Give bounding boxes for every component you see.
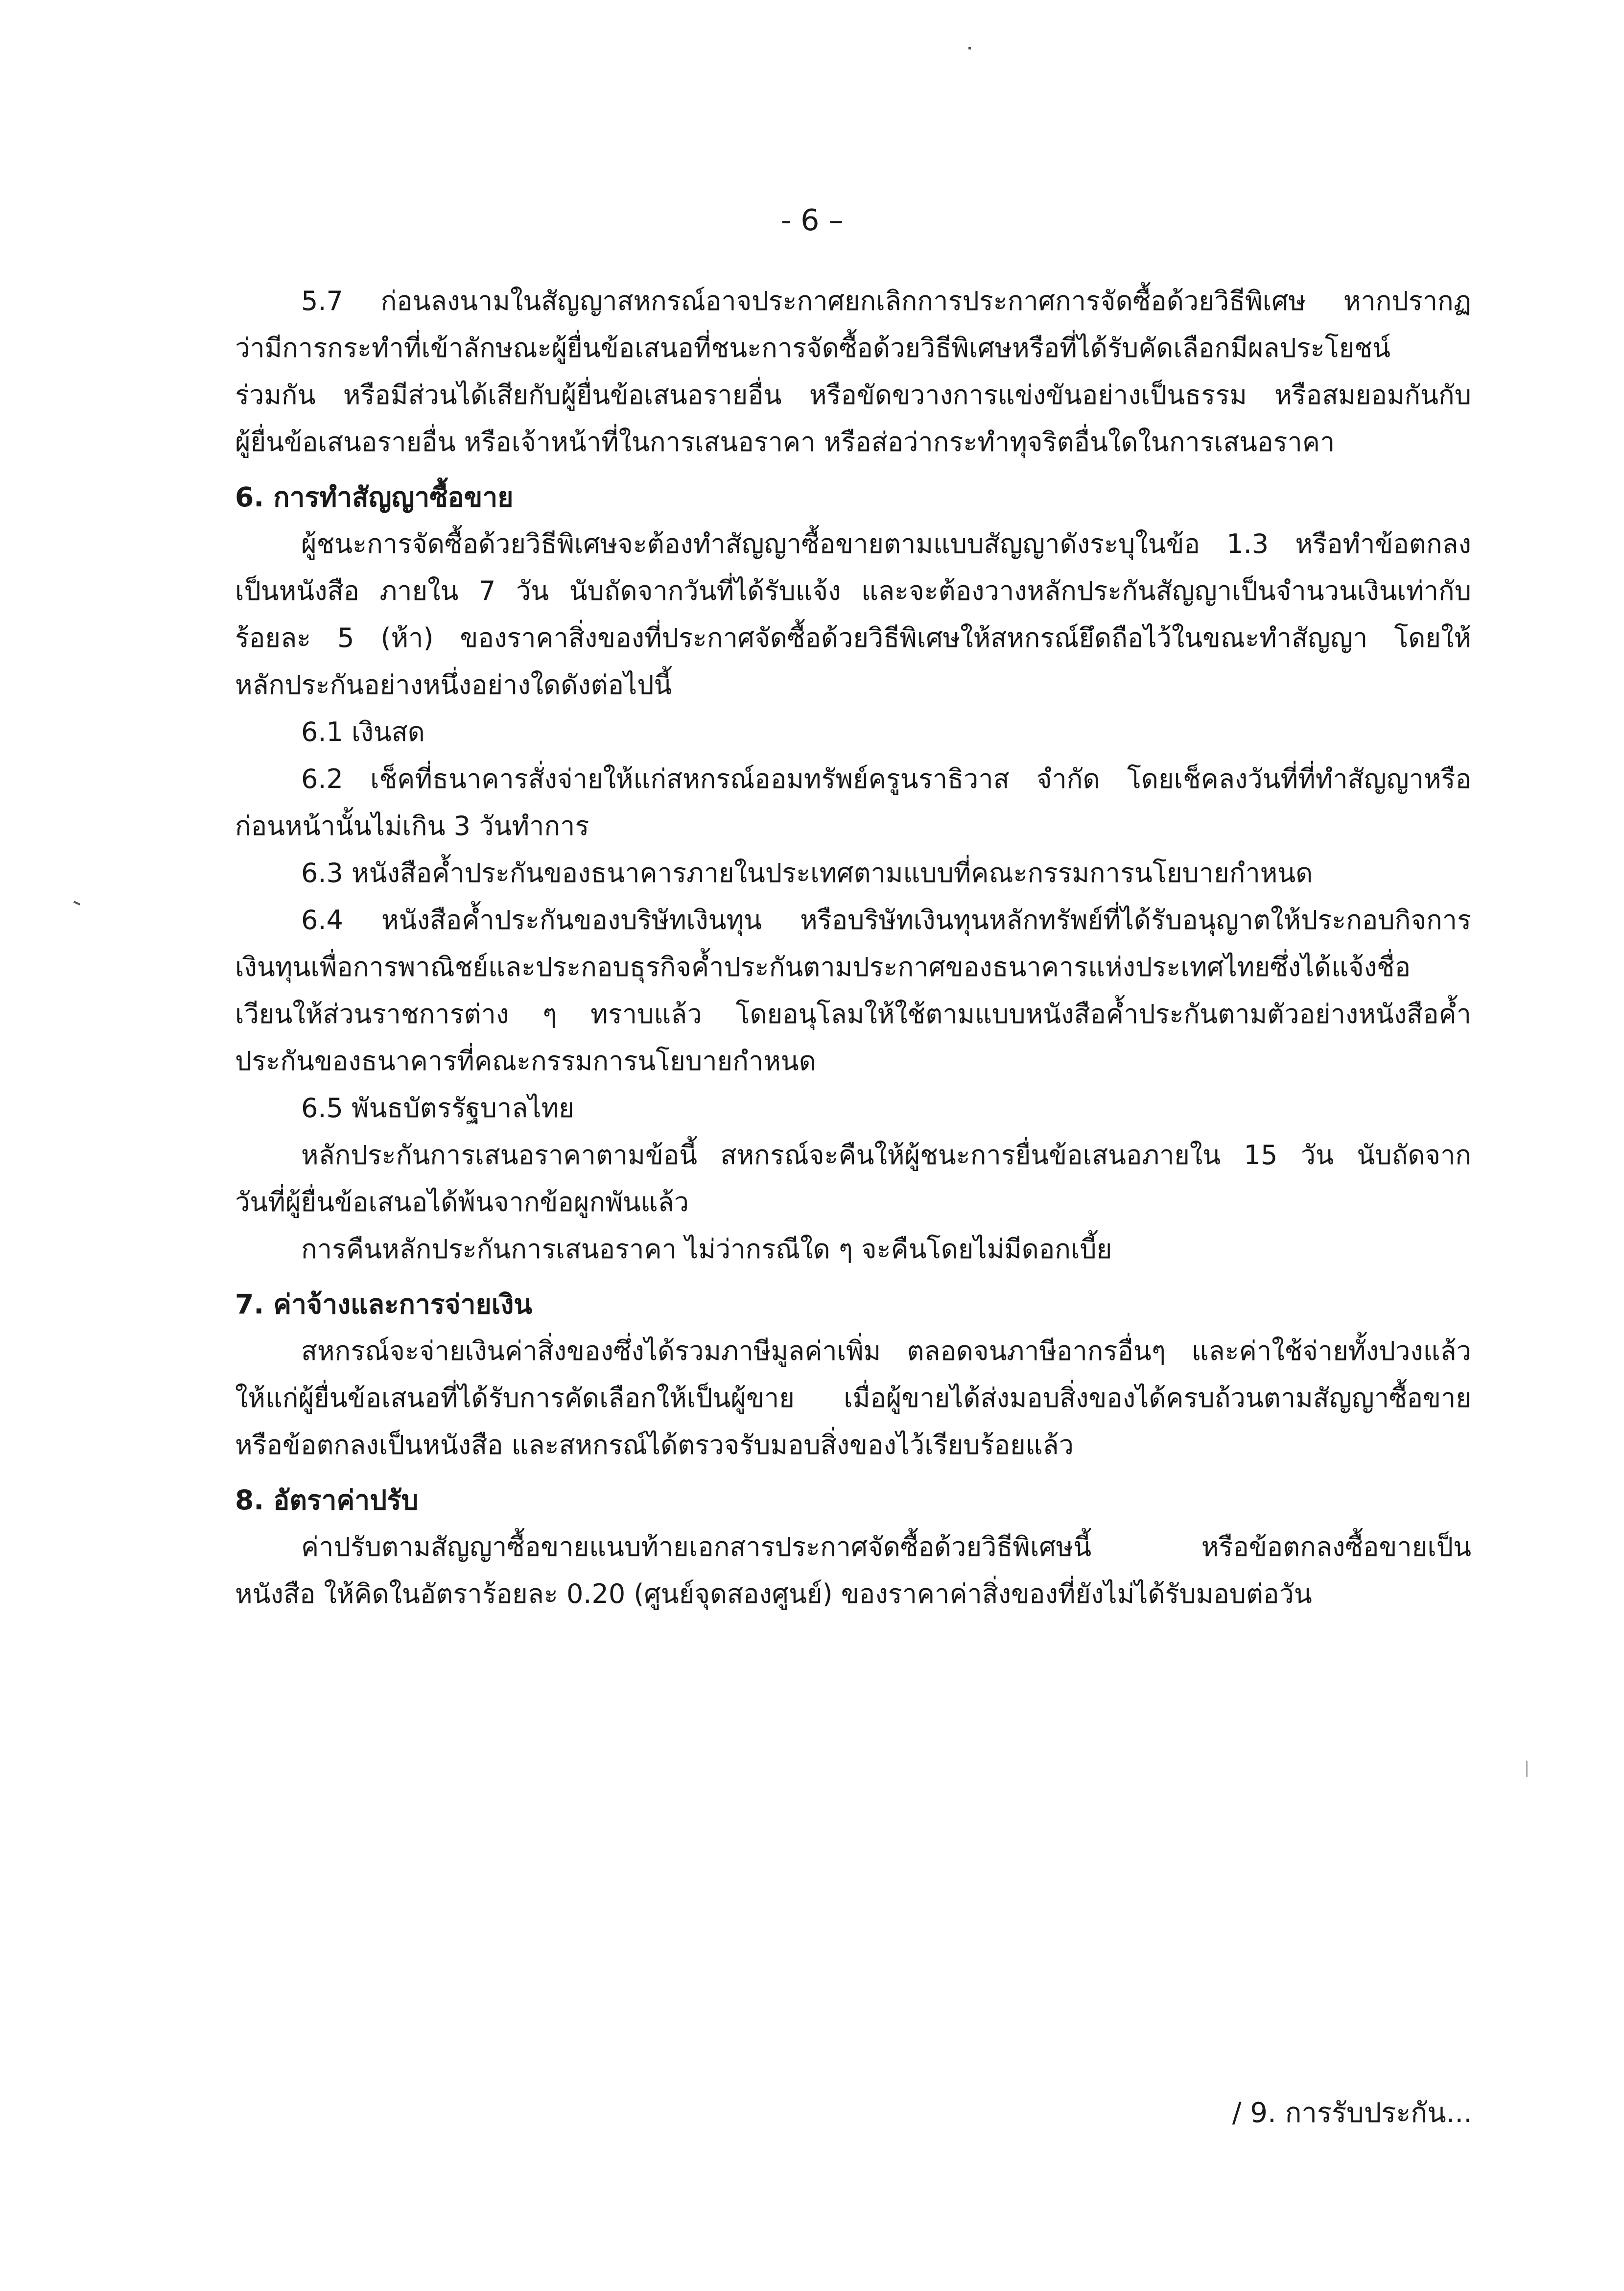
paragraph-line: ประกันของธนาคารที่คณะกรรมการนโยบายกำหนด — [235, 1046, 816, 1076]
paragraph-line: ก่อนหน้านั้นไม่เกิน 3 วันทำการ — [235, 811, 589, 841]
section-heading: 8. อัตราค่าปรับ — [235, 1484, 419, 1516]
paragraph-line: สหกรณ์จะจ่ายเงินค่าสิ่งของซึ่งได้รวมภาษีมูลค่าเพิ่ม ตลอดจนภาษีอากรอื่นๆ และค่าใช้จ่ายทั้งปวงแล้ว — [301, 1336, 1471, 1366]
list-item: 6.4 หนังสือค้ำประกันของบริษัทเงินทุน หรือบริษัทเงินทุนหลักทรัพย์ที่ได้รับอนุญาตให้ประกอบกิจการ — [301, 905, 1471, 935]
list-item: 6.2 เช็คที่ธนาคารสั่งจ่ายให้แก่สหกรณ์ออมทรัพย์ครูนราธิวาส จำกัด โดยเช็คลงวันที่ที่ทำสัญญาหรือ — [301, 764, 1471, 794]
scan-mark-top — [968, 47, 971, 49]
list-item: 6.1 เงินสด — [301, 716, 425, 747]
paragraph-line: เป็นหนังสือ ภายใน 7 วัน นับถัดจากวันที่ได้รับแจ้ง และจะต้องวางหลักประกันสัญญาเป็นจำนวนเงินเท่ากับ — [235, 575, 1471, 606]
paragraph-line: ค่าปรับตามสัญญาซื้อขายแนบท้ายเอกสารประกาศจัดซื้อด้วยวิธีพิเศษนี้ หรือข้อตกลงซื้อขายเป็น — [301, 1531, 1471, 1562]
paragraph-line: ผู้ยื่นข้อเสนอรายอื่น หรือเจ้าหน้าที่ในการเสนอราคา หรือส่อว่ากระทำทุจริตอื่นใดในการเสนอราคา — [235, 427, 1335, 457]
list-item: 6.5 พันธบัตรรัฐบาลไทย — [301, 1093, 574, 1123]
list-item: 6.3 หนังสือค้ำประกันของธนาคารภายในประเทศตามแบบที่คณะกรรมการนโยบายกำหนด — [301, 858, 1313, 888]
paragraph-line: ผู้ชนะการจัดซื้อด้วยวิธีพิเศษจะต้องทำสัญญาซื้อขายตามแบบสัญญาดังระบุในข้อ 1.3 หรือทำข้อตกลง — [301, 528, 1471, 559]
section-heading: 7. ค่าจ้างและการจ่ายเงิน — [235, 1289, 532, 1320]
section-heading: 6. การทำสัญญาซื้อขาย — [235, 481, 514, 513]
paragraph-line: 5.7 ก่อนลงนามในสัญญาสหกรณ์อาจประกาศยกเลิกการประกาศการจัดซื้อด้วยวิธีพิเศษ หากปรากฏ — [301, 286, 1471, 316]
paragraph-line: หรือข้อตกลงเป็นหนังสือ และสหกรณ์ได้ตรวจรับมอบสิ่งของไว้เรียบร้อยแล้ว — [235, 1430, 1074, 1460]
paragraph-line: เวียนให้ส่วนราชการต่าง ๆ ทราบแล้ว โดยอนุโลมให้ใช้ตามแบบหนังสือค้ำประกันตามตัวอย่างหนังสือค้ำ — [235, 999, 1471, 1029]
paragraph-line: ว่ามีการกระทำที่เข้าลักษณะผู้ยื่นข้อเสนอที่ชนะการจัดซื้อด้วยวิธีพิเศษหรือที่ได้รับคัดเลือกมีผลประโยชน์ — [235, 333, 1390, 363]
scan-mark-left — [73, 901, 80, 906]
paragraph-line: หลักประกันการเสนอราคาตามข้อนี้ สหกรณ์จะคืนให้ผู้ชนะการยื่นข้อเสนอภายใน 15 วัน นับถัดจาก — [301, 1140, 1471, 1170]
paragraph-line: ร้อยละ 5 (ห้า) ของราคาสิ่งของที่ประกาศจัดซื้อด้วยวิธีพิเศษให้สหกรณ์ยึดถือไว้ในขณะทำสัญญา โดยให้ — [235, 622, 1471, 653]
paragraph-line: ให้แก่ผู้ยื่นข้อเสนอที่ได้รับการคัดเลือกให้เป็นผู้ขาย เมื่อผู้ขายได้ส่งมอบสิ่งของได้ครบถ้วนตามสัญญาซื้อขาย — [235, 1383, 1471, 1413]
paragraph-line: ร่วมกัน หรือมีส่วนได้เสียกับผู้ยื่นข้อเสนอรายอื่น หรือขัดขวางการแข่งขันอย่างเป็นธรรม หรือสมยอมกันกับ — [235, 380, 1471, 410]
scan-mark-right — [1526, 1761, 1528, 1777]
continuation-note: / 9. การรับประกัน... — [1232, 2097, 1472, 2129]
paragraph-line: หนังสือ ให้คิดในอัตราร้อยละ 0.20 (ศูนย์จุดสองศูนย์) ของราคาค่าสิ่งของที่ยังไม่ได้รับมอบต่อวัน — [235, 1578, 1312, 1609]
paragraph-line: การคืนหลักประกันการเสนอราคา ไม่ว่ากรณีใด ๆ จะคืนโดยไม่มีดอกเบี้ย — [301, 1234, 1112, 1265]
page-number: - 6 – — [780, 203, 844, 238]
paragraph-line: หลักประกันอย่างหนึ่งอย่างใดดังต่อไปนี้ — [235, 669, 672, 700]
paragraph-line: เงินทุนเพื่อการพาณิชย์และประกอบธุรกิจค้ำประกันตามประกาศของธนาคารแห่งประเทศไทยซึ่งได้แจ้งชื่อ — [235, 952, 1411, 982]
paragraph-line: วันที่ผู้ยื่นข้อเสนอได้พ้นจากข้อผูกพันแล้ว — [235, 1187, 689, 1217]
